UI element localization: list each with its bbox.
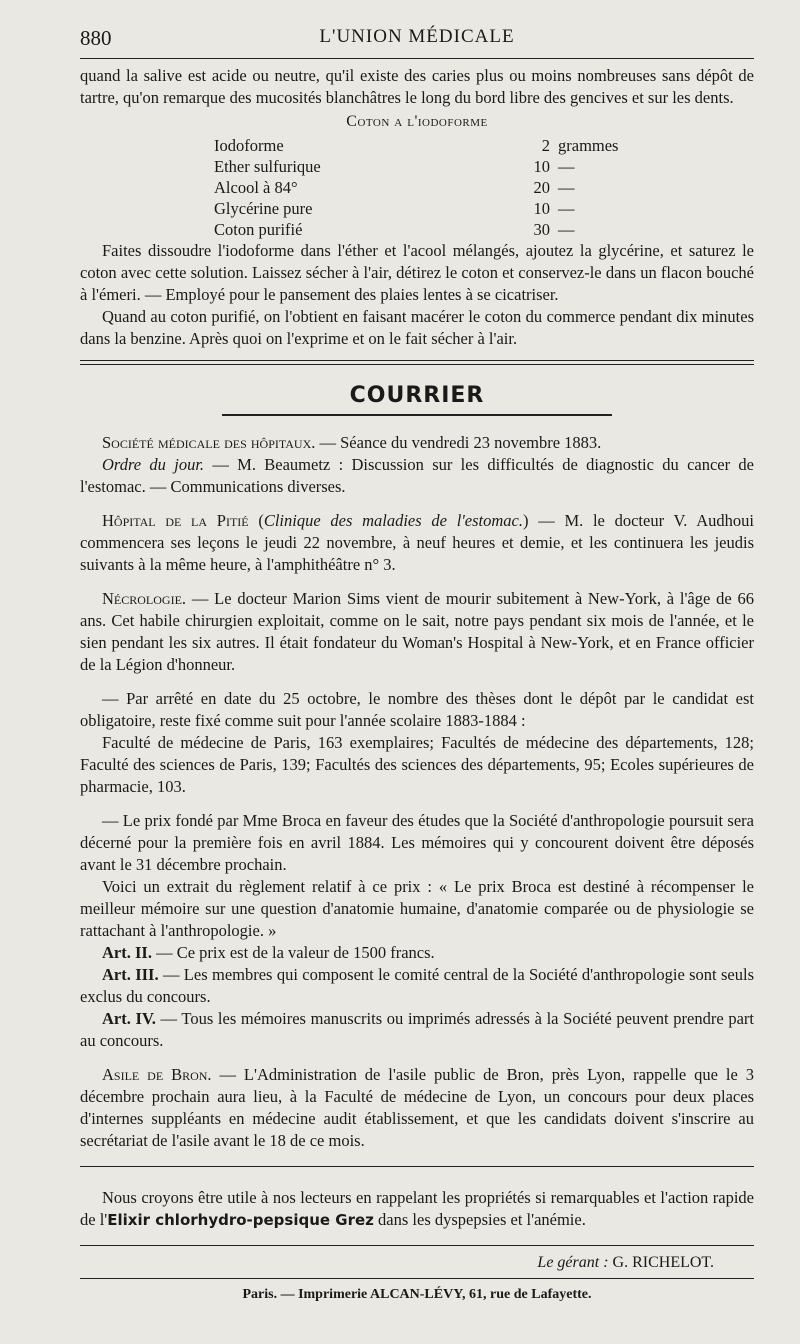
recipe-table (210, 135, 652, 240)
prix-paragraph: — Le prix fondé par Mme Broca en faveur des études que la Société d'anthropologie poursuit sera décerné pour la première fois en avril 1884. Les mémoires qui y concourent doivent être déposés avant le 31 décembre prochain. (80, 811, 754, 874)
reglement-article (80, 942, 754, 964)
page-number: 880 (80, 26, 112, 50)
recipe-row (210, 177, 652, 198)
recipe-title: Coton a l'iodoforme (346, 113, 488, 130)
gerant-label: Le gérant : (537, 1254, 609, 1271)
page-header (80, 18, 754, 52)
gerant-name: G. RICHELOT. (612, 1254, 714, 1271)
elixir-notice (80, 1187, 754, 1231)
article-text: — Les membres qui composent le comité central de la Société d'anthropologie sont seuls exclus du concours. (80, 965, 754, 1006)
ordre-du-jour (80, 454, 754, 498)
article-text: — Ce prix est de la valeur de 1500 francs. (151, 943, 435, 962)
recipe-row (210, 198, 652, 219)
asile-text: — L'Administration de l'asile public de Bron, près Lyon, rappelle que le 3 décembre prochain aura lieu, à la Faculté de médecine de Lyon, un concours pour deux places d'internes suppléants en médecine audit établissement, et que les candidats doivent s'inscrire au secrétariat de l'asile avant le 18 de ce mois. (80, 1065, 754, 1150)
extrait-paragraph: Voici un extrait du règlement relatif à ce prix : « Le prix Broca est destiné à récompenser le meilleur mémoire sur une question d'anatomie humaine, d'anatomie comparée ou de physiologie se rattachant à l'anthropologie. » (80, 877, 754, 940)
header-rule (80, 58, 754, 59)
imprint-rule (80, 1278, 754, 1279)
courrier-rule (222, 414, 612, 416)
asile-label: Asile de Bron. (102, 1065, 212, 1084)
recipe-unit: — (558, 198, 575, 218)
recipe-unit: grammes (558, 135, 619, 155)
societe-label: Société médicale des hôpitaux. (102, 433, 316, 452)
article-text: — Tous les mémoires manuscrits ou imprimés adressés à la Société peuvent prendre part au concours. (80, 1009, 754, 1050)
hopital-item: Hôpital de la Pitié (Clinique des maladies de l'estomac.) — M. le docteur V. Audhoui commencera ses leçons le jeudi 22 novembre, à neuf heures et demie, et les continuera les jeudis suivants à la même heure, à l'amphithéâtre n° 3. (80, 511, 754, 574)
recipe-ingredient: Alcool à 84° (214, 177, 298, 197)
recipe-quantity: 10 (533, 198, 550, 218)
societe-text: — Séance du vendredi 23 novembre 1883. (315, 433, 602, 452)
reglement-article (80, 1008, 754, 1052)
article-number: Art. II. (102, 943, 152, 962)
article-number: Art. IV. (102, 1009, 156, 1028)
notice-product: Elixir chlorhydro-pepsique Grez (107, 1211, 374, 1229)
recipe-row (210, 135, 652, 156)
necrologie-label: Nécrologie. (102, 589, 187, 608)
recipe-ingredient: Coton purifié (214, 219, 303, 239)
ordre-text: — M. Beaumetz : Discussion sur les difficultés de diagnostic du cancer de l'estomac. — Communications diverses. (80, 455, 754, 496)
hopital-text: — M. le docteur V. Audhoui commencera ses leçons le jeudi 22 novembre, à neuf heures et demie, et les continuera les jeudis suivants à la même heure, à l'amphithéâtre n° 3. (80, 511, 754, 574)
recipe-row (210, 219, 652, 240)
signature (80, 1254, 754, 1272)
recipe-unit: — (558, 156, 575, 176)
notice-after: dans les dyspepsies et l'anémie. (373, 1210, 586, 1229)
recipe-quantity: 30 (533, 219, 550, 239)
necrologie-text: — Le docteur Marion Sims vient de mourir subitement à New-York, à l'âge de 66 ans. Cet habile chirurgien exploitait, comme on le sait, notre pays pendant six mois de l'année, et le sien pendant les six autres. Il était fondateur du Woman's Hospital à New-York, et en France officier de la Légion d'honneur. (80, 589, 754, 674)
ordre-label: Ordre du jour. (102, 455, 205, 474)
notice-before: Nous croyons être utile à nos lecteurs en rappelant les propriétés si remarquables et l'action rapide de l' (80, 1188, 754, 1229)
section-separator (80, 360, 754, 365)
recipe-quantity: 2 (541, 135, 550, 155)
recipe-note: Quand au coton purifié, on l'obtient en faisant macérer le coton du commerce pendant dix minutes dans la benzine. Après quoi on l'exprime et on le fait sécher à l'air. (80, 307, 754, 348)
recipe-quantity: 20 (533, 177, 550, 197)
reglement-article (80, 964, 754, 1008)
footer-rule (80, 1245, 754, 1246)
asile-item (80, 1064, 754, 1152)
articles-list (80, 942, 754, 1052)
recipe-quantity: 10 (533, 156, 550, 176)
facultes-paragraph: Faculté de médecine de Paris, 163 exemplaires; Facultés de médecine des départements, 128; Faculté des sciences de Paris, 139; Facultés des sciences des départements, 95; Ecoles supérieures de pharmacie, 103. (80, 733, 754, 796)
necrologie-item (80, 588, 754, 676)
recipe-ingredient: Glycérine pure (214, 198, 313, 218)
recipe-instructions: Faites dissoudre l'iodoforme dans l'éther et l'acool mélangés, ajoutez la glycérine, et saturez le coton avec cette solution. Laissez sécher à l'air, détirez le coton et conservez-le dans un flacon bouché à l'émeri. — Employé pour le pansement des plaies lentes à se cicatriser. (80, 241, 754, 304)
hopital-clinic: Clinique des maladies de l'estomac. (263, 511, 524, 530)
courrier-heading: COURRIER (349, 383, 485, 408)
recipe-row (210, 156, 652, 177)
recipe-unit: — (558, 177, 575, 197)
imprint: Paris. — Imprimerie ALCAN-LÉVY, 61, rue de Lafayette. (242, 1287, 592, 1302)
societe-item (80, 432, 754, 454)
arrete-paragraph: — Par arrêté en date du 25 octobre, le nombre des thèses dont le dépôt par le candidat est obligatoire, reste fixé comme suit pour l'année scolaire 1883-1884 : (80, 689, 754, 730)
article-number: Art. III. (102, 965, 159, 984)
intro-paragraph: quand la salive est acide ou neutre, qu'il existe des caries plus ou moins nombreuses sans dépôt de tartre, qu'on remarque des mucosités blanchâtres le long du bord libre des gencives et sur les dents. (80, 66, 754, 107)
notice-rule (80, 1166, 754, 1167)
journal-title: L'UNION MÉDICALE (319, 26, 515, 47)
hopital-label: Hôpital de la Pitié (102, 511, 249, 530)
recipe-unit: — (558, 219, 575, 239)
recipe-ingredient: Ether sulfurique (214, 156, 321, 176)
recipe-ingredient: Iodoforme (214, 135, 284, 155)
